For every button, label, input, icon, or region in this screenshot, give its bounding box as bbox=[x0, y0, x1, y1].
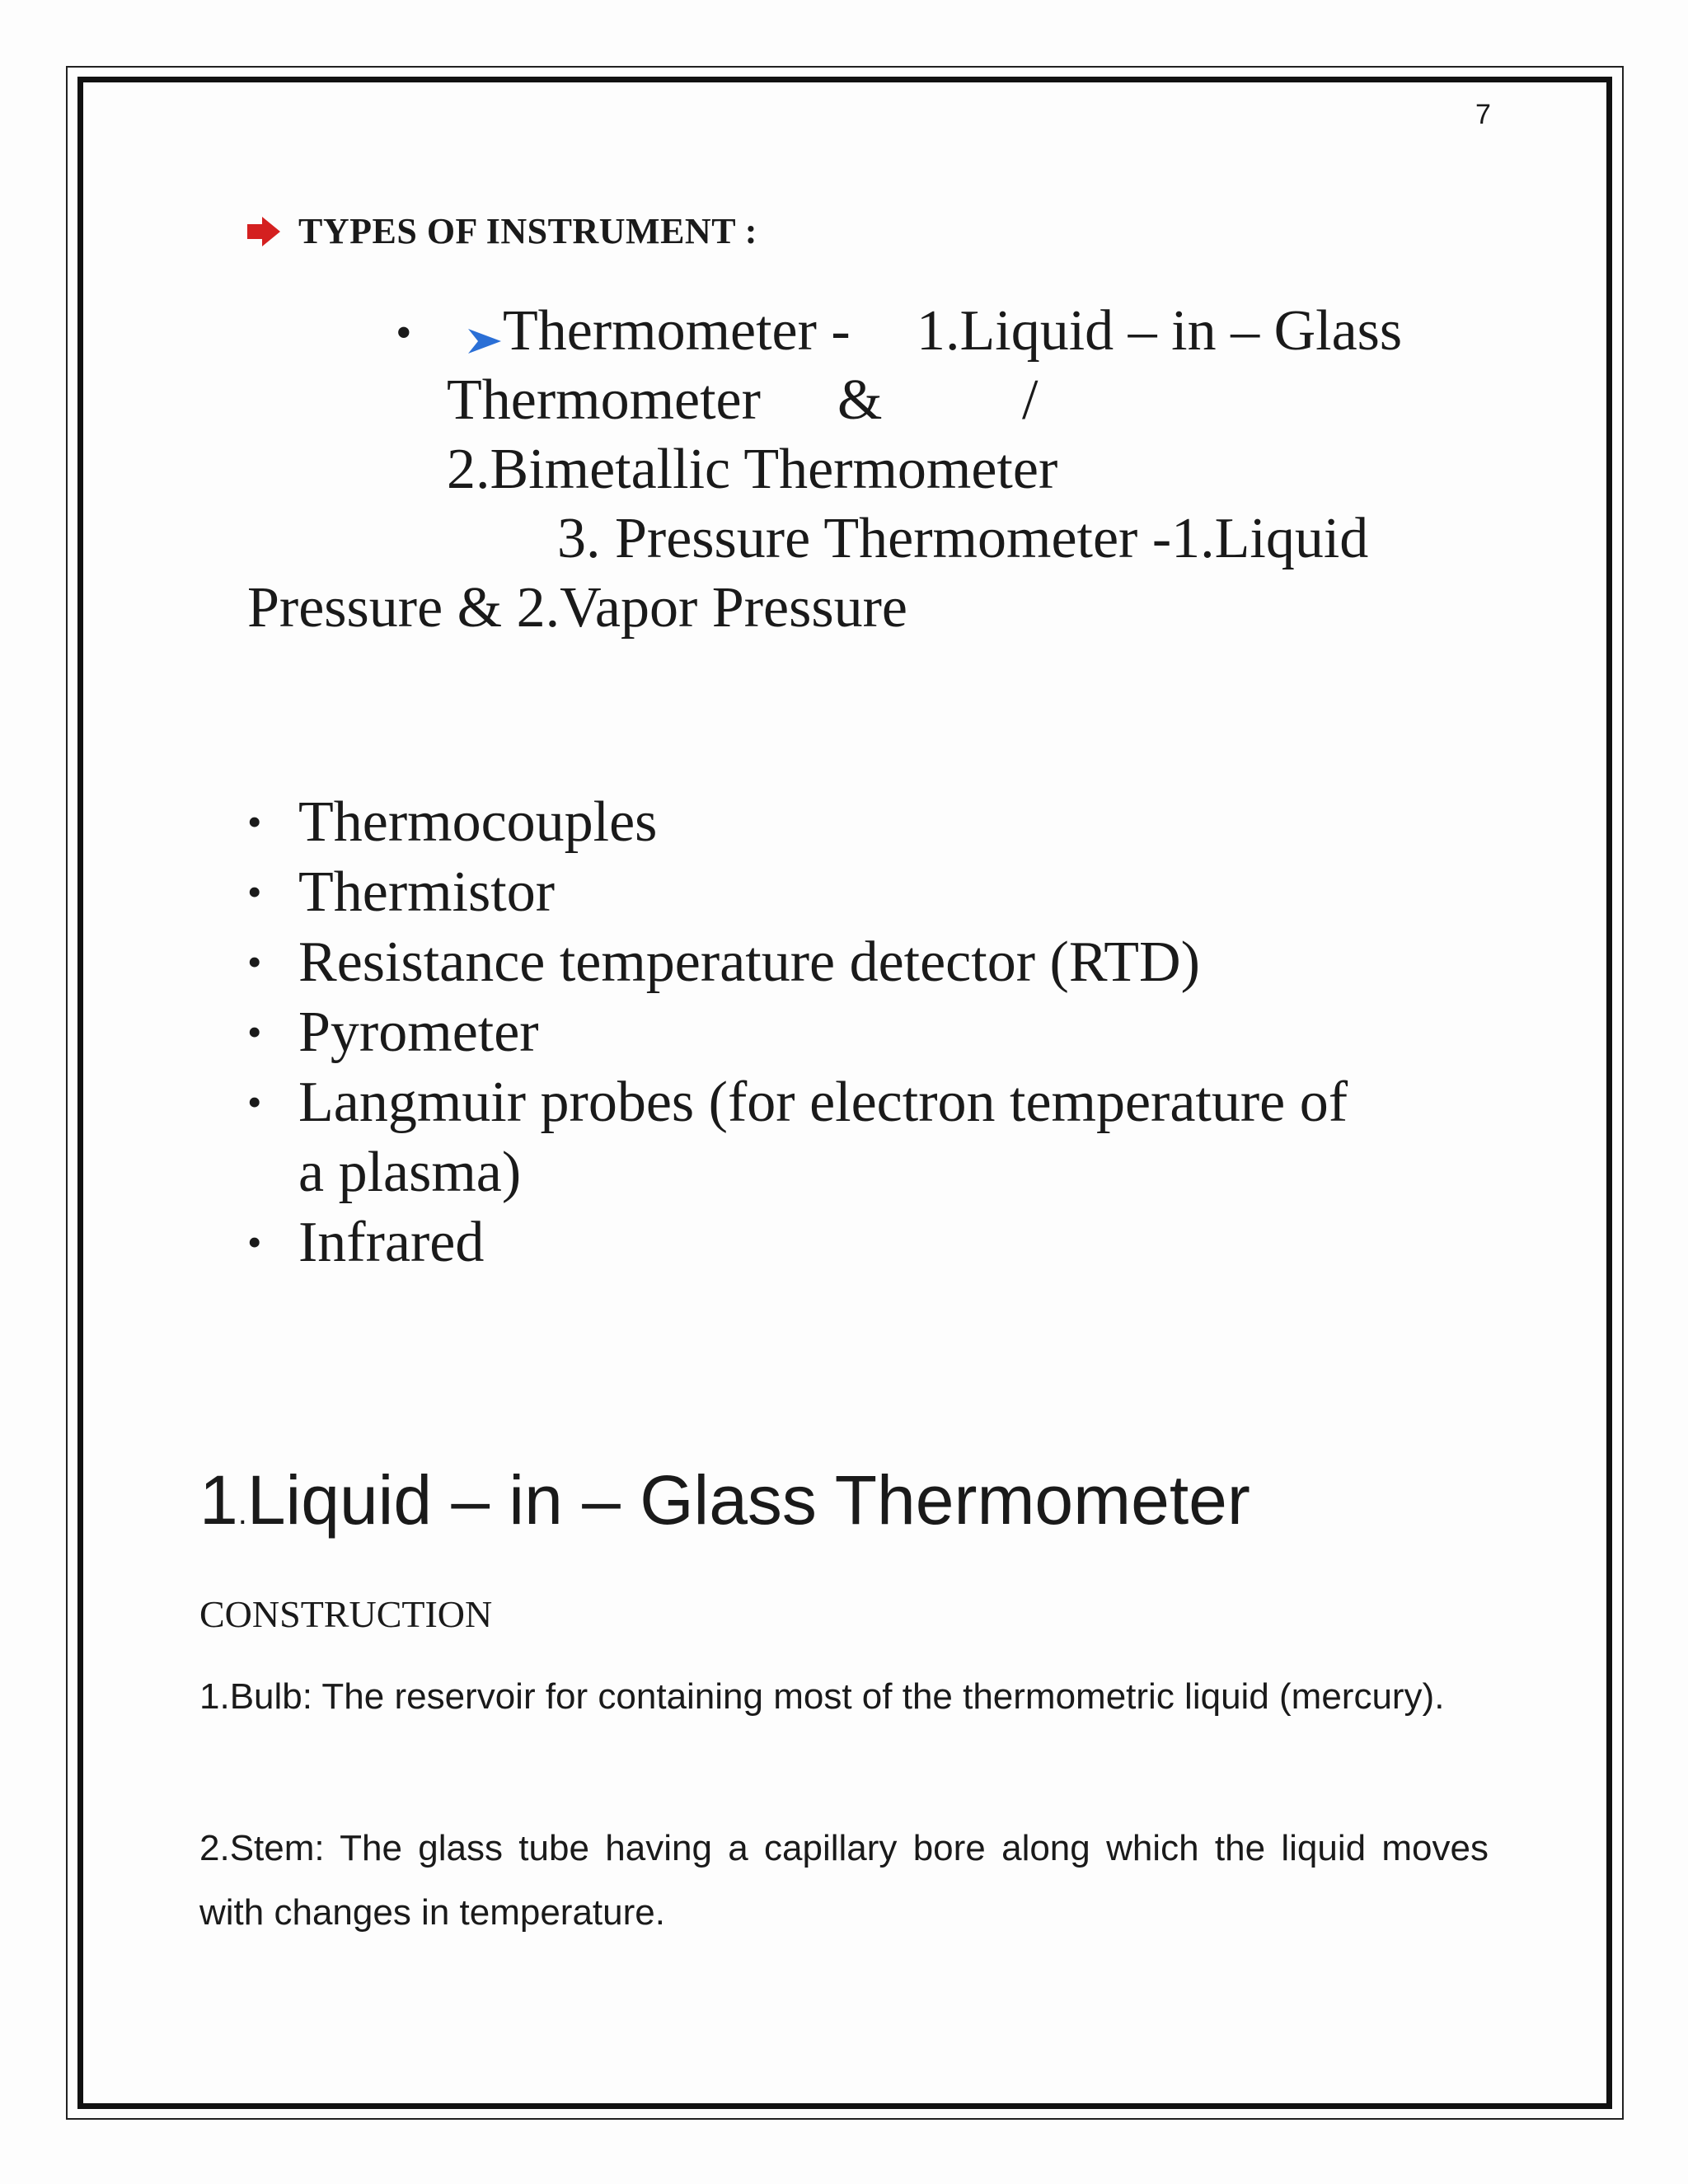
thermometer-line1-a: Thermometer - bbox=[503, 299, 851, 363]
thermometer-line5: Pressure & 2.Vapor Pressure bbox=[247, 576, 907, 640]
section-number: 1 bbox=[199, 1461, 238, 1539]
list-item-text: Resistance temperature detector (RTD) bbox=[298, 930, 1200, 994]
heading-text: TYPES OF INSTRUMENT : bbox=[298, 211, 757, 251]
list-item-text: Langmuir probes (for electron temperature of bbox=[298, 1071, 1348, 1134]
section-title-text: Liquid – in – Glass Thermometer bbox=[246, 1461, 1250, 1539]
list-item-text: Pyrometer bbox=[298, 1001, 539, 1064]
page-number: 7 bbox=[1475, 99, 1491, 130]
bullet-dot: • bbox=[247, 1079, 262, 1125]
thermometer-line3: 2.Bimetallic Thermometer bbox=[447, 438, 1058, 501]
list-item bbox=[247, 1067, 1348, 1137]
section-heading bbox=[246, 210, 757, 252]
bullet-dot: • bbox=[247, 1009, 262, 1055]
thermometer-line2-a: Thermometer bbox=[447, 368, 761, 432]
thermometer-line2-c: / bbox=[1022, 368, 1039, 432]
blue-arrowhead-icon bbox=[467, 327, 503, 355]
section-number-dot: . bbox=[237, 1495, 247, 1531]
list-item bbox=[247, 857, 1348, 927]
bullet-dot: • bbox=[396, 307, 412, 359]
bullet-dot: • bbox=[247, 939, 262, 985]
list-item bbox=[247, 787, 1348, 857]
right-arrow-icon bbox=[246, 215, 282, 248]
list-item-continuation bbox=[247, 1137, 1348, 1207]
bullet-dot: • bbox=[247, 869, 262, 915]
instrument-list bbox=[247, 787, 1348, 1277]
list-item-text: a plasma) bbox=[298, 1141, 522, 1204]
list-item bbox=[247, 997, 1348, 1067]
list-item bbox=[247, 1207, 1348, 1277]
list-item-text: Thermocouples bbox=[298, 790, 658, 854]
thermometer-line1-b: 1.Liquid – in – Glass bbox=[917, 299, 1403, 363]
thermometer-line4: 3. Pressure Thermometer -1.Liquid bbox=[557, 507, 1369, 570]
list-item-text: Infrared bbox=[298, 1211, 485, 1274]
thermometer-line2-b: & bbox=[837, 368, 883, 432]
list-item bbox=[247, 927, 1348, 997]
bullet-dot: • bbox=[247, 1219, 262, 1265]
section-title bbox=[199, 1460, 1250, 1540]
construction-label: CONSTRUCTION bbox=[199, 1593, 493, 1635]
paragraph-bulb: 1.Bulb: The reservoir for containing most of the thermometric liquid (mercury). bbox=[199, 1676, 1445, 1717]
list-item-text: Thermistor bbox=[298, 860, 556, 924]
bullet-dot: • bbox=[247, 799, 262, 845]
paragraph-stem: 2.Stem: The glass tube having a capillary bore along which the liquid moves with changes in temperature. bbox=[199, 1828, 1489, 1933]
